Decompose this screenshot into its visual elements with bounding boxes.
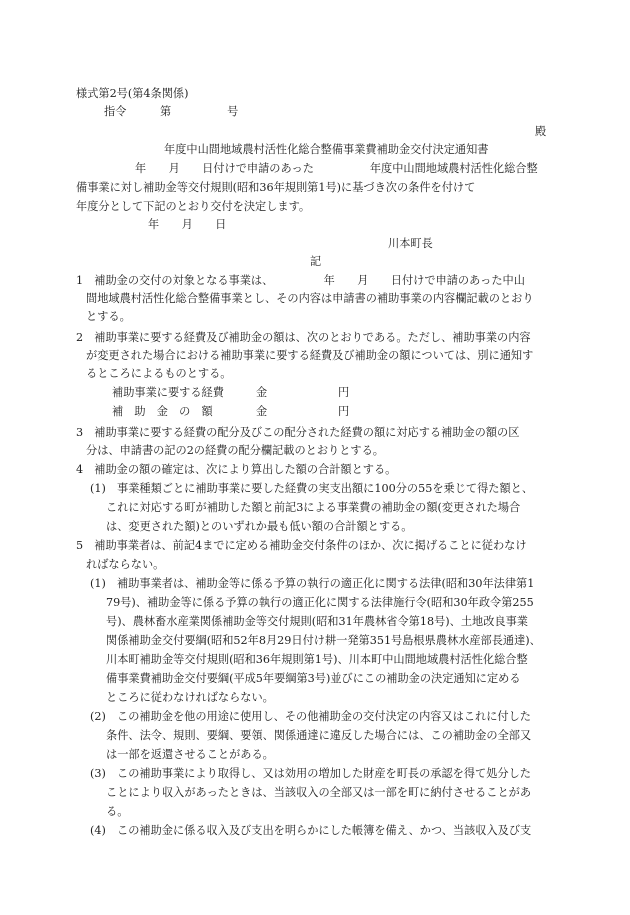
item4-line: 4 補助金の額の確定は、次により算出した額の合計額とする。	[76, 463, 397, 476]
form-number: 様式第2号(第4条関係)	[76, 87, 189, 100]
amount-row-unit: 円	[338, 386, 350, 399]
item3-line-1: 3 補助事業に要する経費の配分及びこの配分された経費の額に対応する補助金の額の区	[76, 426, 520, 439]
amount-row-unit: 円	[338, 405, 350, 418]
amount-row-label: 補助事業に要する経費	[112, 386, 224, 399]
item4-1-line-1: (1) 事業種類ごとに補助事業に要した経費の実支出額に100分の55を乗じて得た額と、	[90, 482, 534, 495]
issuer-name: 川本町長	[388, 237, 433, 250]
directive-number: 指令 第 号	[104, 105, 239, 118]
item5-1-line-4: 関係補助金交付要綱(昭和52年8月29日付け耕一発第351号島根県農林水産部長通達)、	[106, 634, 541, 647]
item5-line-2: ればならない。	[86, 558, 165, 571]
item1-line-1: 1 補助金の交付の対象となる事業は、 年 月 日付けで申請のあった中山	[76, 274, 525, 287]
item5-2-line-1: (2) この補助金を他の用途に使用し、その他補助金の交付決定の内容又はこれに付した	[90, 710, 531, 723]
item2-line-3: るところによるものとする。	[86, 367, 232, 380]
addressee-suffix: 殿	[535, 125, 547, 138]
item5-1-line-6: 備事業費補助金交付要綱(平成5年要綱第3号)並びにこの補助金の決定通知に定める	[106, 672, 521, 685]
item5-1-line-2: 79号)、補助金等に係る予算の執行の適正化に関する法律施行令(昭和30年政令第255	[106, 596, 534, 609]
item5-2-line-2: 条件、法令、規則、要綱、要領、関係通達に違反した場合には、この補助金の全部又	[106, 729, 532, 742]
item5-1-line-5: 川本町補助金等交付規則(昭和36年規則第1号)、川本町中山間地域農村活性化総合整	[106, 653, 528, 666]
item5-4-line-1: (4) この補助金に係る収入及び支出を明らかにした帳簿を備え、かつ、当該収入及び支	[90, 824, 532, 837]
amount-row-currency: 金	[256, 405, 268, 418]
intro-line-1: 年 月 日付けで申請のあった 年度中山間地域農村活性化総合整	[135, 162, 538, 175]
item5-line-1: 5 補助事業者は、前記4までに定める補助金交付条件のほか、次に掲げることに従わなけ	[76, 539, 527, 552]
amount-row-label: 補 助 金 の 額	[112, 405, 213, 418]
item2-line-1: 2 補助事業に要する経費及び補助金の額は、次のとおりである。ただし、補助事業の内容	[76, 331, 531, 344]
item4-1-line-3: は、変更された額)とのいずれか最も低い額の合計額とする。	[106, 520, 413, 533]
intro-line-3: 年度分として下記のとおり交付を決定します。	[76, 200, 311, 213]
item4-1-line-2: これに対応する町が補助した額と前記3による事業費の補助金の額(変更された場合	[106, 501, 521, 514]
item2-line-2: が変更された場合における補助事業に要する経費及び補助金の額については、別に通知す	[86, 349, 534, 362]
notice-title: 年度中山間地域農村活性化総合整備事業費補助金交付決定通知書	[164, 143, 489, 156]
item5-3-line-1: (3) この補助事業により取得し、又は効用の増加した財産を町長の承認を得て処分した	[90, 767, 531, 780]
item1-line-2: 間地域農村活性化総合整備事業とし、その内容は申請書の補助事業の内容欄記載のとおり	[86, 292, 534, 305]
item5-1-line-3: 号)、農林畜水産業関係補助金等交付規則(昭和31年農林省令第18号)、土地改良事業	[106, 615, 528, 628]
item5-1-line-1: (1) 補助事業者は、補助金等に係る予算の執行の適正化に関する法律(昭和30年法律第1	[90, 577, 535, 590]
item5-3-line-2: ことにより収入があったときは、当該収入の全部又は一部を町に納付させることがあ	[106, 786, 532, 799]
item3-line-2: 分は、申請書の記の2の経費の配分欄記載のとおりとする。	[86, 444, 384, 457]
intro-line-2: 備事業に対し補助金等交付規則(昭和36年規則第1号)に基づき次の条件を付けて	[76, 181, 476, 194]
amount-row-currency: 金	[256, 386, 268, 399]
item5-2-line-3: は一部を返還させることがある。	[106, 748, 274, 761]
ki-heading: 記	[310, 255, 322, 268]
item1-line-3: とする。	[86, 310, 131, 323]
issue-date: 年 月 日	[148, 218, 227, 231]
item5-3-line-3: る。	[106, 805, 129, 818]
item5-1-line-7: ところに従わなければならない。	[106, 691, 274, 704]
